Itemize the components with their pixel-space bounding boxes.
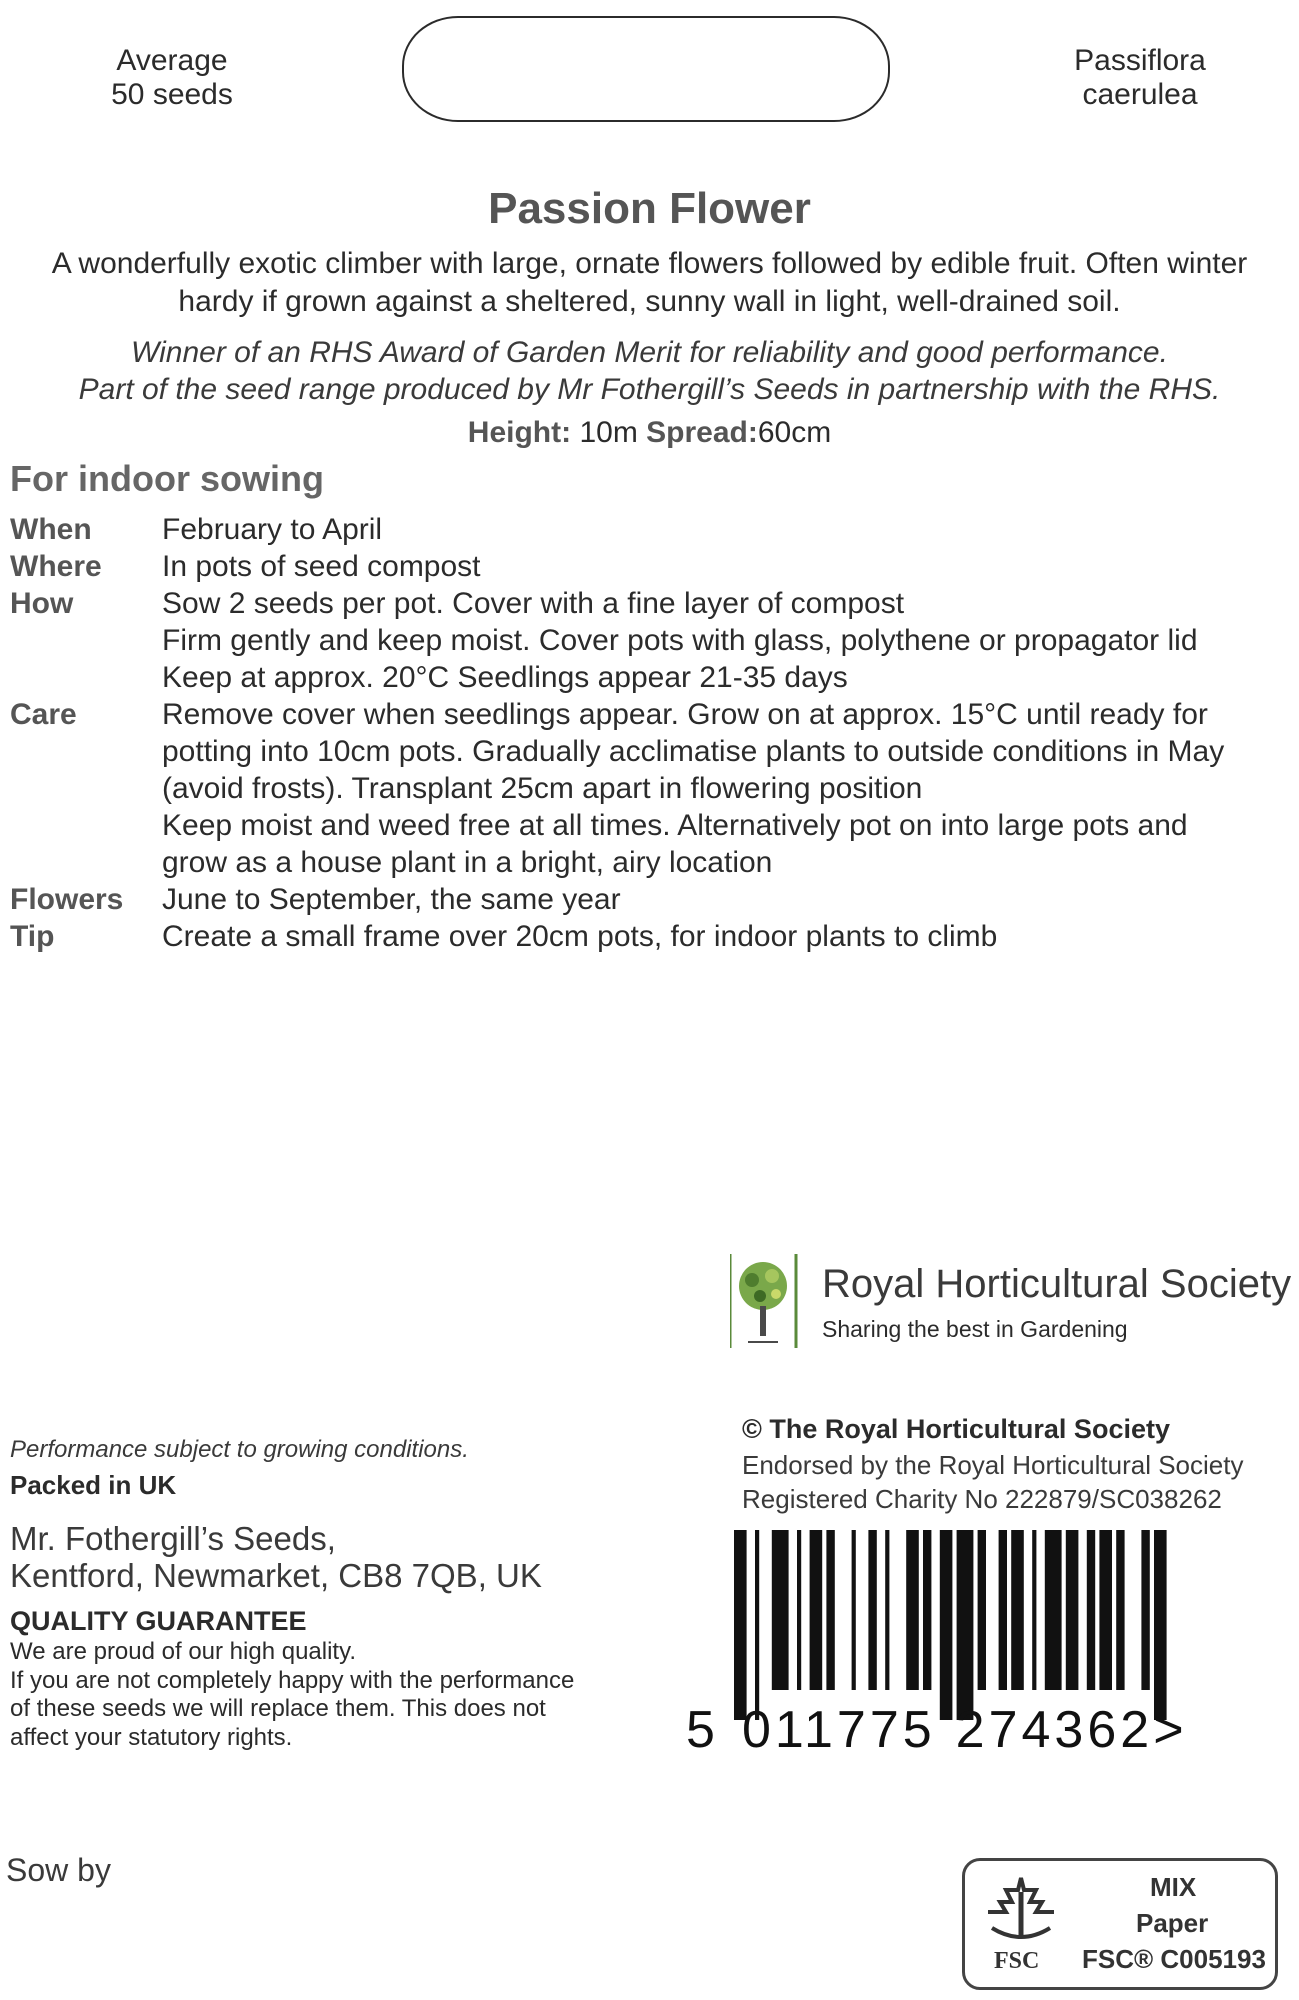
- description-line: A wonderfully exotic climber with large, ornate flowers followed by edible fruit. Often winter: [51, 247, 1248, 280]
- instruction-line: In pots of seed compost: [162, 550, 481, 583]
- barcode-bar: [810, 1530, 823, 1690]
- barcode-bar: [852, 1530, 856, 1690]
- instruction-line: June to September, the same year: [162, 883, 621, 916]
- guarantee-line: If you are not completely happy with the performance: [10, 1666, 575, 1694]
- rhs-tagline: Sharing the best in Gardening: [822, 1316, 1128, 1342]
- guarantee-text: [10, 1638, 574, 1752]
- barcode-bar: [755, 1530, 759, 1720]
- seed-count-line-2: 50 seeds: [111, 78, 233, 111]
- barcode-bar: [999, 1530, 1007, 1690]
- barcode-group-1: 011775: [742, 1701, 936, 1759]
- barcode-bar: [734, 1530, 747, 1720]
- sow-by-label: Sow by: [6, 1852, 111, 1888]
- tree-leaf-cluster: [771, 1289, 781, 1299]
- barcode-bar: [1141, 1530, 1149, 1690]
- product-description: [0, 245, 1299, 321]
- instruction-label: Where: [10, 550, 102, 583]
- barcode-bar: [1066, 1530, 1079, 1690]
- label-window-oval: [402, 16, 890, 122]
- section-heading: For indoor sowing: [10, 458, 324, 499]
- endorsement: Endorsed by the Royal Horticultural Society: [742, 1450, 1244, 1480]
- rhs-tree-icon: [730, 1254, 796, 1348]
- instruction-line: Firm gently and keep moist. Cover pots with glass, polythene or propagator lid: [162, 624, 1198, 657]
- barcode-first-digit: 5: [686, 1701, 719, 1759]
- instruction-label: Tip: [10, 920, 55, 953]
- tree-crown: [739, 1262, 787, 1310]
- latin-name-line-2: caerulea: [1082, 78, 1198, 111]
- guarantee-line: affect your statutory rights.: [10, 1723, 293, 1751]
- description-line: hardy if grown against a sheltered, sunny wall in light, well-drained soil.: [178, 285, 1121, 318]
- instruction-label: How: [10, 587, 74, 620]
- barcode-bar: [1045, 1530, 1062, 1690]
- instruction-line: February to April: [162, 513, 383, 546]
- barcode-bar: [1154, 1530, 1167, 1720]
- barcode-group-2: 274362: [955, 1701, 1154, 1759]
- award-line: Winner of an RHS Award of Garden Merit for reliability and good performance.: [131, 336, 1168, 369]
- barcode-bar: [826, 1530, 834, 1690]
- fsc-code: FSC® C005193: [1082, 1944, 1266, 1974]
- barcode-bar: [957, 1530, 974, 1720]
- product-title: Passion Flower: [488, 184, 811, 233]
- performance-note: Performance subject to growing conditions.: [10, 1436, 469, 1463]
- award-line: Part of the seed range produced by Mr Fothergill’s Seeds in partnership with the RHS.: [78, 373, 1221, 406]
- address-line-1: Mr. Fothergill’s Seeds,: [10, 1520, 336, 1557]
- tree-trunk: [760, 1306, 766, 1336]
- latin-name: [1040, 44, 1240, 112]
- guarantee-heading: QUALITY GUARANTEE: [10, 1606, 307, 1636]
- instruction-line: potting into 10cm pots. Gradually acclimatise plants to outside conditions in May: [162, 735, 1225, 768]
- tree-leaf-cluster: [754, 1290, 766, 1302]
- packed-in: Packed in UK: [10, 1470, 177, 1500]
- spread-value: 60cm: [757, 416, 832, 449]
- fsc-mix: MIX: [1150, 1872, 1197, 1902]
- seed-count-line-1: Average: [116, 44, 228, 77]
- instruction-line: Keep moist and weed free at all times. Alternatively pot on into large pots and: [162, 809, 1188, 842]
- fsc-paper: Paper: [1136, 1908, 1209, 1938]
- instruction-text: [162, 585, 1295, 696]
- height-spread: [0, 416, 1299, 450]
- instruction-text: [162, 511, 1295, 548]
- barcode-bar: [1032, 1530, 1036, 1690]
- instruction-line: (avoid frosts). Transplant 25cm apart in flowering position: [162, 772, 923, 805]
- latin-name-line-1: Passiflora: [1074, 44, 1206, 77]
- tree-leaf-cluster: [765, 1269, 779, 1283]
- fsc-tree-icon: [978, 1872, 1064, 1946]
- instruction-line: Sow 2 seeds per pot. Cover with a fine layer of compost: [162, 587, 905, 620]
- barcode-bar: [906, 1530, 919, 1690]
- instruction-text: [162, 548, 1295, 585]
- barcode-bar: [940, 1530, 953, 1720]
- barcode-bar: [923, 1530, 931, 1690]
- seed-count: [82, 44, 262, 112]
- address-line-2: Kentford, Newmarket, CB8 7QB, UK: [10, 1557, 542, 1594]
- barcode-number: [686, 1700, 1188, 1760]
- instruction-label: Care: [10, 698, 77, 731]
- height-label: Height:: [467, 416, 572, 449]
- instruction-label: Flowers: [10, 883, 124, 916]
- barcode-bar: [978, 1530, 986, 1690]
- instruction-line: grow as a house plant in a bright, airy location: [162, 846, 773, 879]
- guarantee-line: of these seeds we will replace them. This does not: [10, 1695, 546, 1722]
- instruction-line: Remove cover when seedlings appear. Grow on at approx. 15°C until ready for: [162, 698, 1208, 731]
- barcode-bar: [1116, 1530, 1124, 1690]
- barcode-bar: [1011, 1530, 1024, 1690]
- barcode-bar: [885, 1530, 889, 1690]
- instruction-label: When: [10, 513, 92, 546]
- barcode-bars: [734, 1530, 1167, 1720]
- barcode-bar: [772, 1530, 789, 1690]
- instruction-line: Create a small frame over 20cm pots, for indoor plants to climb: [162, 920, 998, 953]
- copyright: © The Royal Horticultural Society: [742, 1414, 1170, 1444]
- barcode-bar: [797, 1530, 801, 1690]
- instruction-text: [162, 881, 1295, 918]
- barcode-end-mark: >: [1153, 1701, 1188, 1759]
- barcode-bar: [1099, 1530, 1112, 1690]
- spread-label: Spread:: [646, 416, 758, 449]
- instruction-line: Keep at approx. 20°C Seedlings appear 21-35 days: [162, 661, 848, 694]
- height-value: 10m: [579, 416, 638, 449]
- fsc-label: FSC: [994, 1948, 1040, 1974]
- guarantee-line: We are proud of our high quality.: [10, 1638, 356, 1665]
- award-note: [0, 334, 1299, 408]
- barcode-bar: [868, 1530, 876, 1690]
- instruction-text: [162, 696, 1295, 881]
- charity-number: Registered Charity No 222879/SC038262: [742, 1484, 1222, 1514]
- instruction-text: [162, 918, 1295, 955]
- tree-leaf-cluster: [745, 1273, 759, 1287]
- rhs-name: Royal Horticultural Society: [822, 1262, 1292, 1306]
- barcode-bar: [1087, 1530, 1095, 1690]
